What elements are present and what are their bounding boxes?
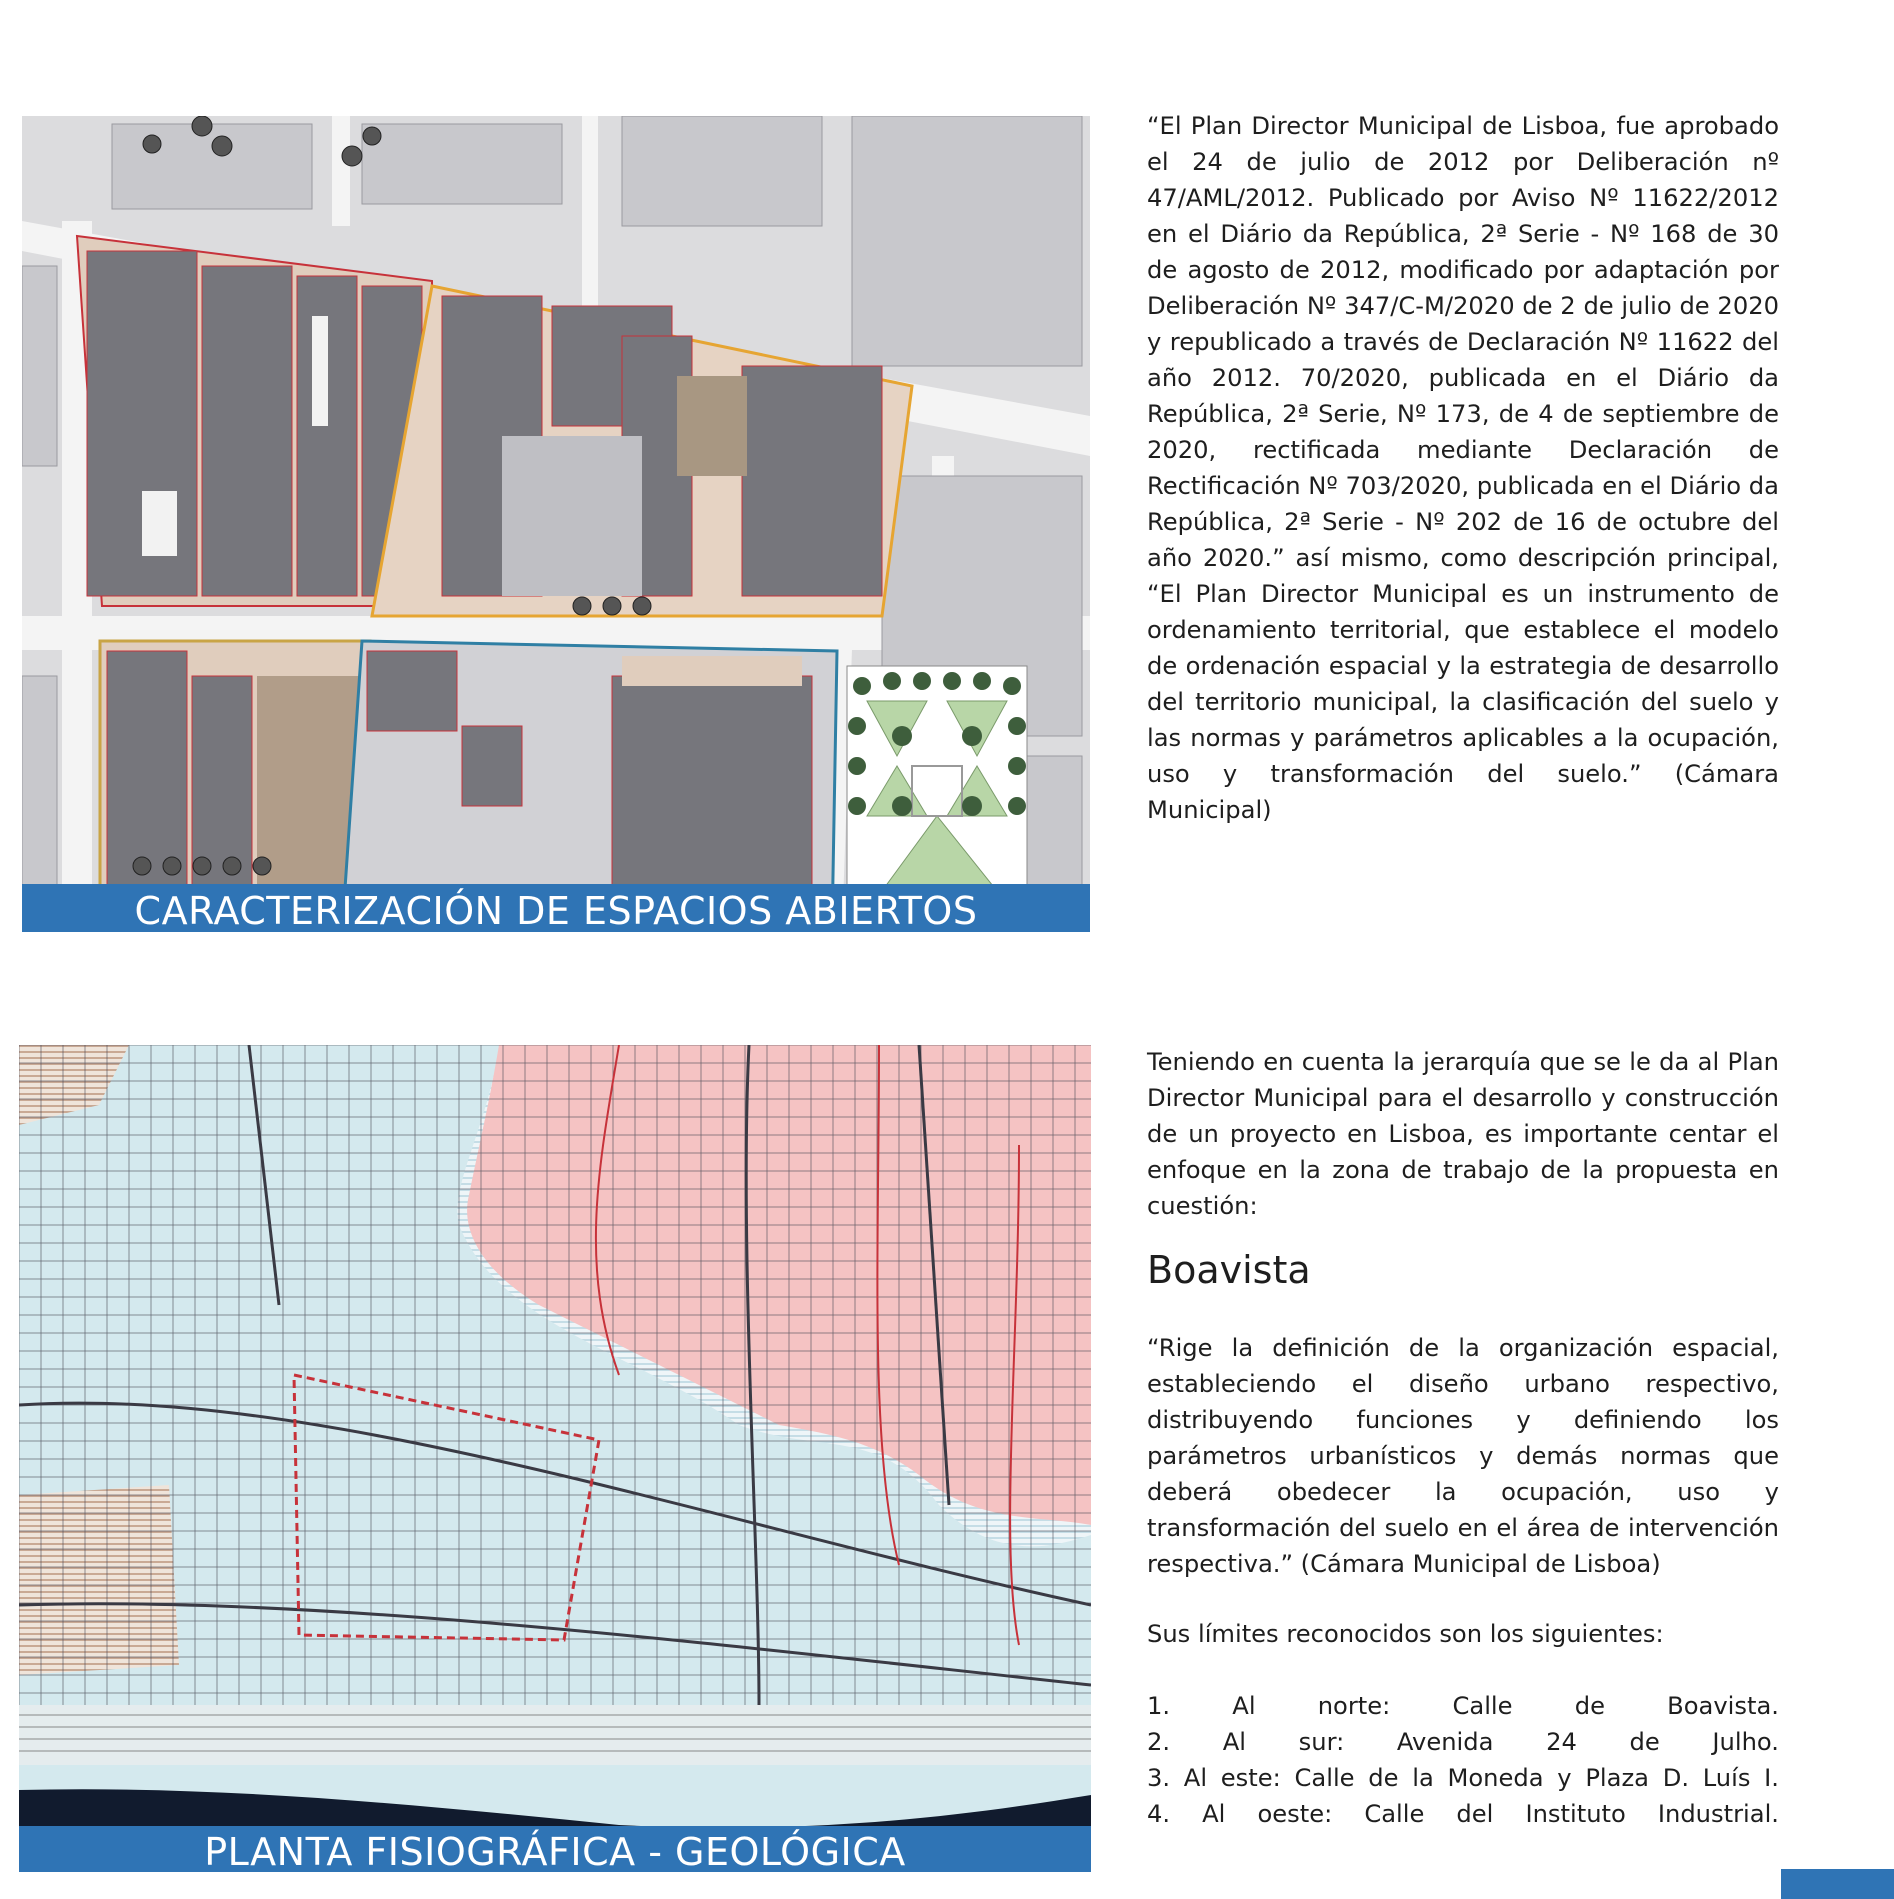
boavista-quote-text: “Rige la definición de la organización espacial, estableciendo el diseño urbano respectivo, distribuyendo funciones y definiendo los parámetros urbanísticos y demás normas que deberá obedecer la ocupación, uso y transformación del suelo en el área de intervención respectiva.” (Cámara Municipal de Lisboa) — [1147, 1334, 1779, 1578]
open-spaces-map-caption: CARACTERIZACIÓN DE ESPACIOS ABIERTOS — [22, 884, 1090, 932]
limits-intro-text: Sus límites reconocidos son los siguientes: — [1147, 1620, 1664, 1648]
limit-item-east: 3. Al este: Calle de la Moneda y Plaza D. Luís I. — [1147, 1764, 1779, 1792]
limit-item-north: 1. Al norte: Calle de Boavista. — [1147, 1692, 1779, 1720]
limits-list — [1147, 1688, 1779, 1832]
geology-map — [19, 1045, 1091, 1871]
pdm-description-text: “El Plan Director Municipal de Lisboa, fue aprobado el 24 de julio de 2012 por Deliberación nº 47/AML/2012. Publicado por Aviso Nº 11622/2012 en el Diário da República, 2ª Serie - Nº 168 de 30 de agosto de 2012, modificado por adaptación por Deliberación Nº 347/C-M/2020 de 2 de julio de 2020 y republicado a través de Declaración Nº 11622 del año 2012. 70/2020, publicada en el Diário da República, 2ª Serie, Nº 173, de 4 de septiembre de 2020, rectificada mediante Declaración de Rectificación Nº 703/2020, publicada en el Diário da República, 2ª Serie - Nº 202 de 16 de octubre del año 2020.” así mismo, como descripción principal, “El Plan Director Municipal es un instrumento de ordenamiento territorial, que establece el modelo de ordenación espacial y la estrategia de desarrollo del territorio municipal, la clasificación del suelo y las normas y parámetros aplicables a la ocupación, uso y transformación del suelo.” (Cámara Municipal) — [1147, 112, 1779, 824]
limit-item-west: 4. Al oeste: Calle del Instituto Industrial. — [1147, 1800, 1779, 1828]
geology-map-drawing — [19, 1045, 1091, 1871]
focus-text: Teniendo en cuenta la jerarquía que se le da al Plan Director Municipal para el desarrollo y construcción de un proyecto en Lisboa, es importante centar el enfoque en la zona de trabajo de la propuesta en cuestión: — [1147, 1048, 1779, 1220]
section-heading-boavista: Boavista — [1147, 1248, 1311, 1292]
limit-item-south: 2. Al sur: Avenida 24 de Julho. — [1147, 1728, 1779, 1756]
open-spaces-map — [22, 116, 1090, 932]
focus-paragraph — [1147, 1044, 1779, 1224]
geology-map-caption: PLANTA FISIOGRÁFICA - GEOLÓGICA — [19, 1826, 1091, 1872]
boavista-quote-paragraph — [1147, 1330, 1779, 1582]
pdm-description-paragraph — [1147, 108, 1779, 828]
page-corner-accent — [1781, 1869, 1894, 1899]
open-spaces-map-drawing — [22, 116, 1090, 932]
limits-intro-paragraph — [1147, 1616, 1779, 1652]
